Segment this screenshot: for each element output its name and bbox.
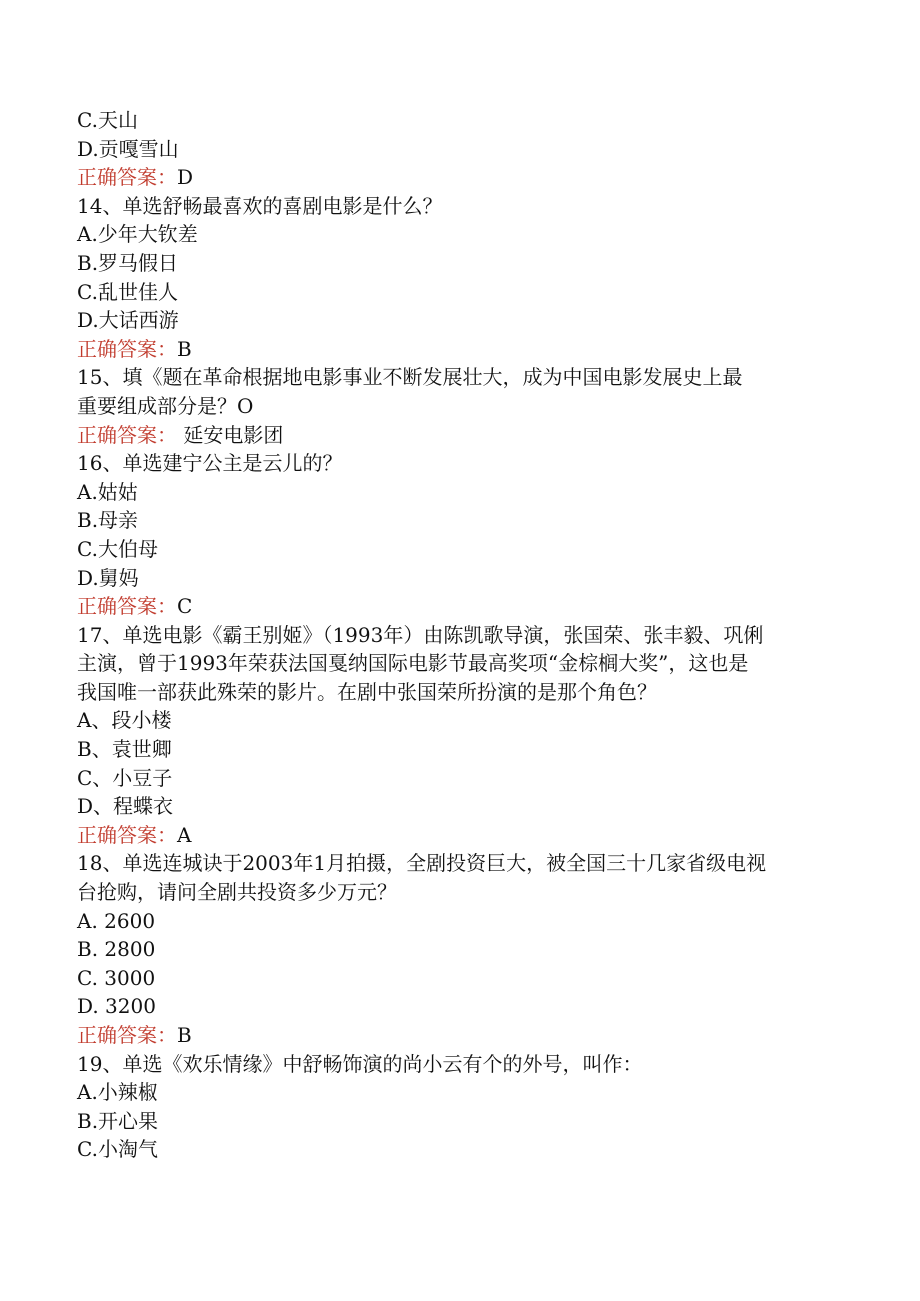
option-line: A.小辣椒 bbox=[77, 1080, 158, 1105]
answer-label: 正确答案： bbox=[77, 165, 177, 190]
option-line: C.乱世佳人 bbox=[77, 279, 178, 304]
option-line: A.姑姑 bbox=[77, 479, 138, 504]
option-line: D.大话西游 bbox=[77, 308, 179, 333]
question-line: 16、单选建宁公主是云儿的？ bbox=[77, 451, 343, 476]
option-line: B. 2800 bbox=[77, 937, 156, 962]
question-line: 19、单选《欢乐情缘》中舒畅饰演的尚小云有个的外号，叫作： bbox=[77, 1051, 643, 1076]
answer-label: 正确答案： bbox=[77, 822, 177, 847]
option-line: A、段小楼 bbox=[77, 708, 172, 733]
answer-value: D bbox=[177, 165, 194, 190]
answer-label: 正确答案： bbox=[77, 422, 177, 447]
option-line: D.舅妈 bbox=[77, 565, 139, 590]
question-line: 重要组成部分是？O bbox=[77, 393, 254, 418]
answer-line bbox=[77, 821, 837, 850]
answer-value: 延安电影团 bbox=[177, 422, 284, 447]
answer-line bbox=[77, 592, 837, 621]
option-line: C.大伯母 bbox=[77, 536, 158, 561]
answer-value: C bbox=[177, 594, 193, 619]
answer-line bbox=[77, 1021, 837, 1050]
option-line: B.母亲 bbox=[77, 508, 139, 533]
answer-label: 正确答案： bbox=[77, 594, 177, 619]
option-line: D、程蝶衣 bbox=[77, 794, 174, 819]
question-line: 主演，曾于1993年荣获法国戛纳国际电影节最高奖项“金棕榈大奖”，这也是 bbox=[77, 651, 749, 676]
question-line: 14、单选舒畅最喜欢的喜剧电影是什么？ bbox=[77, 193, 443, 218]
option-line: C.小淘气 bbox=[77, 1137, 158, 1162]
option-line: B.罗马假日 bbox=[77, 250, 179, 275]
answer-value: B bbox=[177, 1023, 192, 1047]
question-line: 17、单选电影《霸王别姬》（1993年）由陈凯歌导演，张国荣、张丰毅、巩俐 bbox=[77, 622, 764, 647]
answer-label: 正确答案： bbox=[77, 1023, 177, 1047]
question-line: 15、填《题在革命根据地电影事业不断发展壮大，成为中国电影发展史上最 bbox=[77, 365, 743, 390]
option-line: D.贡嘎雪山 bbox=[77, 136, 179, 161]
option-line: D. 3200 bbox=[77, 994, 156, 1019]
question-line: 我国唯一部获此殊荣的影片。在剧中张国荣所扮演的是那个角色？ bbox=[77, 679, 657, 704]
option-line: C. 3000 bbox=[77, 965, 156, 990]
option-line: B.开心果 bbox=[77, 1108, 159, 1133]
answer-label: 正确答案： bbox=[77, 336, 177, 361]
question-line: 18、单选连城诀于2003年1月拍摄，全剧投资巨大，被全国三十几家省级电视 bbox=[77, 851, 767, 876]
answer-value: B bbox=[177, 336, 192, 361]
answer-line bbox=[77, 163, 837, 192]
answer-value: A bbox=[177, 822, 192, 847]
option-line: A.少年大钦差 bbox=[77, 222, 198, 247]
question-line: 台抢购，请问全剧共投资多少万元？ bbox=[77, 880, 397, 905]
answer-line bbox=[77, 335, 837, 364]
answer-line bbox=[77, 421, 837, 450]
option-line: B、袁世卿 bbox=[77, 737, 172, 762]
option-line: C、小豆子 bbox=[77, 765, 173, 790]
document-page bbox=[77, 106, 837, 1164]
option-line: A. 2600 bbox=[77, 908, 156, 933]
option-line: C.天山 bbox=[77, 108, 138, 132]
